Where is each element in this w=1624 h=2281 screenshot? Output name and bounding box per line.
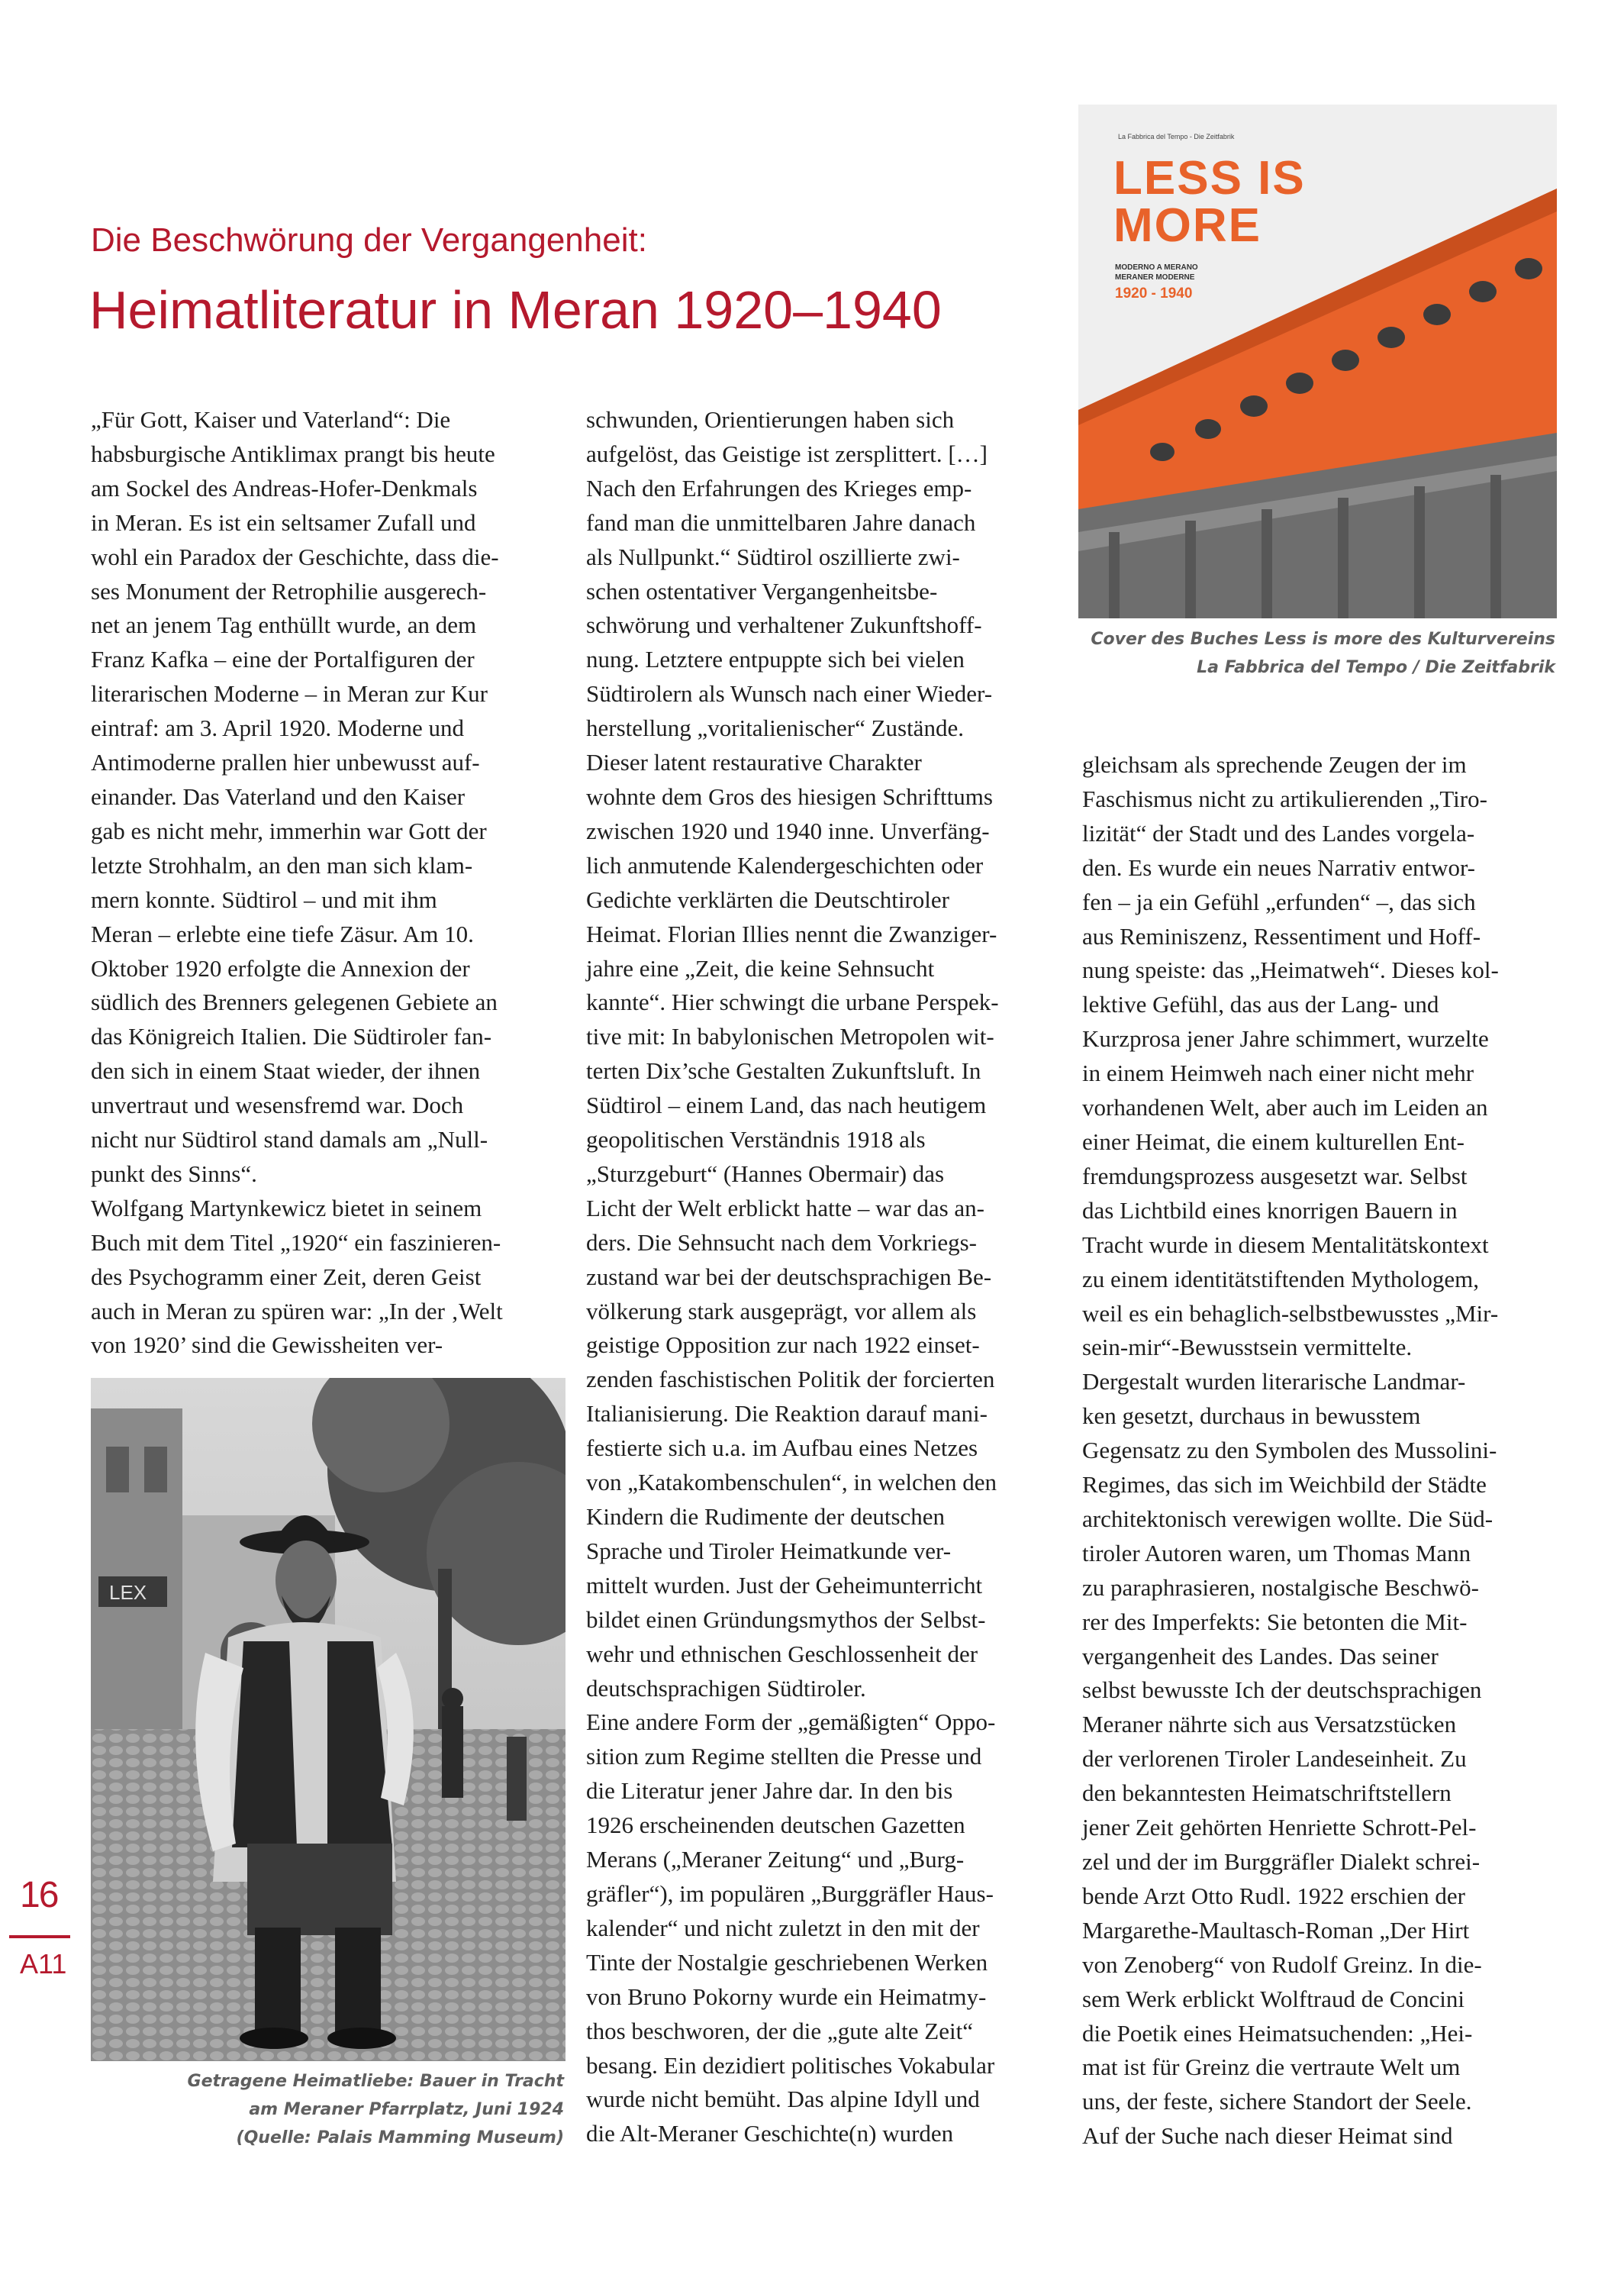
issue-code: A11 xyxy=(20,1948,67,1979)
text-column-1 xyxy=(91,403,564,1363)
cover-logo xyxy=(1113,152,1306,252)
cover-subtitle-line: MODERNO A MERANO xyxy=(1115,263,1198,272)
column-text: schwunden, Orientierungen haben sich aufgelöst, das Geistige ist zersplittert. […] Nach den Erfahrungen des Krieges emp- fand man die unmittelbaren Jahre danach als Nullpunkt.“ Südtirol oszillierte zwi- schen ostentativer Vergangenheitsbe- schwörung und verhaltener Zukunftshoff- nung. Letztere entpuppte sich bei vielen Südtirolern als Wunsch nach einer Wieder- herstellung „voritalienischer“ Zustände. Dieser latent restaurative Charakter wohnte dem Gros des hiesigen Schrifttums zwischen 1920 und 1940 inne. Unverfäng- lich anmutende Kalendergeschichten oder Gedichte verklärten die Deutschtiroler Heimat. Florian Illies nennt die Zwanziger- jahre eine „Zeit, die keine Sehnsucht kannte“. Hier schwingt die urbane Perspek- tive mit: In babylonischen Metropolen wit- terten Dix’sche Gestalten Zukunftsluft. In Südtirol – einem Land, das nach heutigem geopolitischen Verständnis 1918 als „Sturzgeburt“ (Hannes Obermair) das Licht der Welt erblickt hatte – war das an- ders. Die Sehnsucht nach dem Vorkriegs- zustand war bei der deutschsprachigen Be- völkerung stark ausgeprägt, vor allem als geistige Opposition zur nach 1922 einset- zenden faschistischen Politik der forcierten Italianisierung. Die Reaktion darauf mani- festierte sich u.a. im Aufbau eines Netzes von „Katakombenschulen“, in welchen den Kindern die Rudimente der deutschen Sprache und Tiroler Heimatkunde ver- mittelt wurden. Just der Geheimunterricht bildet einen Gründungsmythos der Selbst- wehr und ethnischen Geschlossenheit der deutschsprachigen Südtiroler. Eine andere Form der „gemäßigten“ Oppo- sition zum Regime stellten die Presse und die Literatur jener Jahre dar. In den bis 1926 erscheinenden deutschen Gazetten Merans („Meraner Zeitung“ und „Burg- gräfler“), im populären „Burggräfler Haus- kalender“ und nicht zuletzt in den mit der Tinte der Nostalgie geschriebenen Werken von Bruno Pokorny wurde ein Heimatmy- thos beschworen, der die „gute alte Zeit“ besang. Ein dezidiert politisches Vokabular wurde nicht bemüht. Das alpine Idyll und die Alt-Meraner Geschichte(n) wurden xyxy=(586,406,999,2147)
article-title: Heimatliteratur in Meran 1920–1940 xyxy=(89,280,942,340)
cover-caption-line: Cover des Buches Less is more des Kulturvereins xyxy=(1091,630,1555,649)
text-column-3 xyxy=(1082,748,1555,2154)
text-column-2 xyxy=(586,403,1059,2151)
cover-years: 1920 - 1940 xyxy=(1115,286,1193,302)
article-subtitle: Die Beschwörung der Vergangenheit: xyxy=(91,221,647,259)
shop-sign: LEX xyxy=(109,1581,147,1604)
cover-caption xyxy=(1082,625,1555,682)
column-text: gleichsam als sprechende Zeugen der im Faschismus nicht zu artikulierenden „Tiro- lizität“ der Stadt und des Landes vorgela- den. Es wurde ein neues Narrativ entwor- fen – ja ein Gefühl „erfunden“ –, das sich aus Reminiszenz, Ressentiment und Hoff- nung speiste: das „Heimatweh“. Dieses kol- lektive Gefühl, das aus der Lang- und Kurzprosa jener Jahre schimmert, wurzelte in einem Heimweh nach einer nicht mehr vorhandenen Welt, aber auch im Leiden an einer Heimat, die einem kulturellen Ent- fremdungsprozess ausgesetzt war. Selbst das Lichtbild eines knorrigen Bauern in Tracht wurde in diesem Mentalitätskontext zu einem identitätstiftenden Mythologem, weil es ein behaglich-selbstbewusstes „Mir- sein-mir“-Bewusstsein vermittelte. Dergestalt wurden literarische Landmar- ken gesetzt, durchaus in bewusstem Gegensatz zu den Symbolen des Mussolini- Regimes, das sich im Weichbild der Städte architektonisch verewigen wollte. Die Süd- tiroler Autoren waren, um Thomas Mann zu paraphrasieren, nostalgische Beschwö- rer des Imperfekts: Sie betonten die Mit- vergangenheit des Landes. Das seiner selbst bewusste Ich der deutschsprachigen Meraner nährte sich aus Versatzstücken der verlorenen Tiroler Landeseinheit. Zu den bekanntesten Heimatschriftstellern jener Zeit gehörten Henriette Schrott-Pel- zel und der im Burggräfler Dialekt schrei- bende Arzt Otto Rudl. 1922 erschien der Margarethe-Maultasch-Roman „Der Hirt von Zenoberg“ von Rudolf Greinz. In die- sem Werk erblickt Wolftraud de Concini die Poetik eines Heimatsuchenden: „Hei- mat ist für Greinz die vertraute Welt um uns, der feste, sichere Standort der Seele. Auf der Suche nach dieser Heimat sind xyxy=(1082,751,1499,2150)
cover-publisher: La Fabbrica del Tempo - Die Zeitfabrik xyxy=(1118,133,1235,140)
page-number: 16 xyxy=(20,1875,58,1915)
column-text: „Für Gott, Kaiser und Vaterland“: Die habsburgische Antiklimax prangt bis heute am Sockel des Andreas-Hofer-Denkmals in Meran. Es ist ein seltsamer Zufall und wohl ein Paradox der Geschichte, dass die- ses Monument der Retrophilie ausgerech- net an jenem Tag enthüllt wurde, an dem Franz Kafka – eine der Portalfiguren der literarischen Moderne – in Meran zur Kur eintraf: am 3. April 1920. Moderne und Antimoderne prallen hier unbewusst auf- einander. Das Vaterland und den Kaiser gab es nicht mehr, immerhin war Gott der letzte Strohhalm, an den man sich klam- mern konnte. Südtirol – und mit ihm Meran – erlebte eine tiefe Zäsur. Am 10. Oktober 1920 erfolgte die Annexion der südlich des Brenners gelegenen Gebiete an das Königreich Italien. Die Südtiroler fan- den sich in einem Staat wieder, der ihnen unvertraut und wesensfremd war. Doch nicht nur Südtirol stand damals am „Null- punkt des Sinns“. Wolfgang Martynkewicz bietet in seinem Buch mit dem Titel „1920“ ein faszinieren- des Psychogramm einer Zeit, deren Geist auch in Meran zu spüren war: „In der ‚Welt von 1920’ sind die Gewissheiten ver- xyxy=(91,406,503,1359)
cover-logo-line: MORE xyxy=(1113,199,1262,252)
cover-subtitle xyxy=(1115,263,1198,282)
farmer-photo xyxy=(91,1378,566,2061)
cover-logo-line: LESS IS xyxy=(1113,152,1306,205)
page-rule xyxy=(9,1935,70,1938)
farmer-photo-image xyxy=(91,1378,566,2061)
photo-caption xyxy=(91,2067,564,2152)
photo-caption-line: am Meraner Pfarrplatz, Juni 1924 xyxy=(249,2100,564,2119)
photo-caption-line: Getragene Heimatliebe: Bauer in Tracht xyxy=(187,2072,564,2091)
cover-subtitle-line: MERANER MODERNE xyxy=(1115,273,1195,282)
cover-caption-line: La Fabbrica del Tempo / Die Zeitfabrik xyxy=(1197,658,1555,677)
book-cover xyxy=(1078,105,1557,618)
photo-caption-line: (Quelle: Palais Mamming Museum) xyxy=(236,2128,564,2147)
